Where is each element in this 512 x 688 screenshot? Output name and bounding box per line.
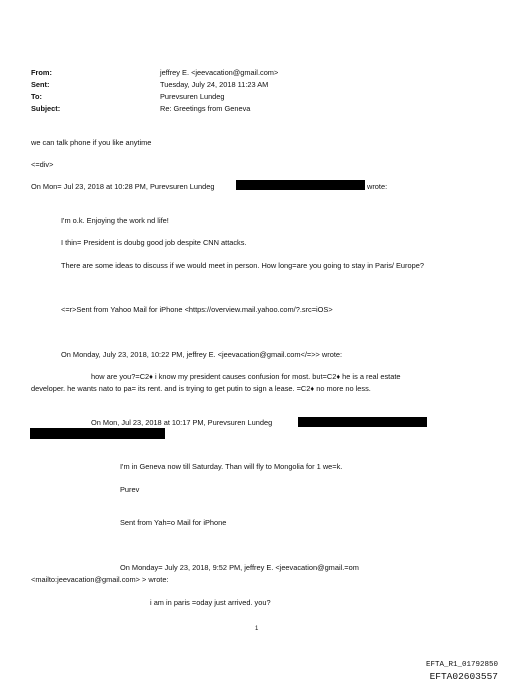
quote3-header: On Mon, Jul 23, 2018 at 10:17 PM, Purevsuren Lundeg: [91, 418, 273, 427]
quote1-paragraph-2: I thin= President is doubg good job despite CNN attacks.: [61, 238, 247, 247]
body-line-1: we can talk phone if you like anytime: [31, 138, 152, 147]
quote2-header: On Monday, July 23, 2018, 10:22 PM, jeffrey E. <jeevacation@gmail.com</=>> wrote:: [61, 350, 343, 359]
quote3-paragraph-3: Sent from Yah=o Mail for iPhone: [120, 518, 227, 527]
to-label: To:: [31, 92, 42, 101]
quote4-header-line-2: <mailto:jeevacation@gmail.com> > wrote:: [31, 575, 169, 584]
quote1-sent-from: <=r>Sent from Yahoo Mail for iPhone <https://overview.mail.yahoo.com/?.src=iOS>: [61, 305, 333, 314]
to-value: Purevsuren Lundeg: [160, 92, 225, 101]
page-number: 1: [255, 626, 259, 632]
quote2-line-2: developer. he wants nato to pa= its rent. and is trying to get putin to sign a lease. =C2♦ no more no less.: [31, 384, 371, 393]
bates-stamp-2: EFTA02603557: [429, 671, 498, 682]
from-value: jeffrey E. <jeevacation@gmail.com>: [160, 68, 279, 77]
redaction-box: [30, 428, 165, 439]
quote1-paragraph-1: I'm o.k. Enjoying the work nd life!: [61, 216, 169, 225]
from-label: From:: [31, 68, 52, 77]
body-line-2: <=div>: [31, 160, 54, 169]
quote4-paragraph-1: i am in paris =oday just arrived. you?: [150, 598, 271, 607]
quote1-paragraph-3: There are some ideas to discuss if we would meet in person. How long=are you going to stay in Paris/ Europe?: [61, 261, 424, 270]
quote2-line-1: how are you?=C2♦ i know my president causes confusion for most. but=C2♦ he is a real estate: [91, 372, 401, 381]
quote1-header: On Mon= Jul 23, 2018 at 10:28 PM, Purevsuren Lundeg: [31, 182, 215, 191]
subject-value: Re: Greetings from Geneva: [160, 104, 251, 113]
redaction-box: [236, 180, 365, 190]
subject-label: Subject:: [31, 104, 61, 113]
quote4-header-line-1: On Monday= July 23, 2018, 9:52 PM, jeffrey E. <jeevacation@gmail.=om: [120, 563, 359, 572]
sent-label: Sent:: [31, 80, 50, 89]
bates-stamp-1: EFTA_R1_01792850: [425, 661, 498, 669]
quote1-header-suffix: wrote:: [367, 182, 388, 191]
quote3-paragraph-2: Purev: [120, 485, 140, 494]
sent-value: Tuesday, July 24, 2018 11:23 AM: [160, 80, 269, 89]
quote3-paragraph-1: I'm in Geneva now till Saturday. Than will fly to Mongolia for 1 we=k.: [120, 462, 343, 471]
redaction-box: [298, 417, 427, 427]
